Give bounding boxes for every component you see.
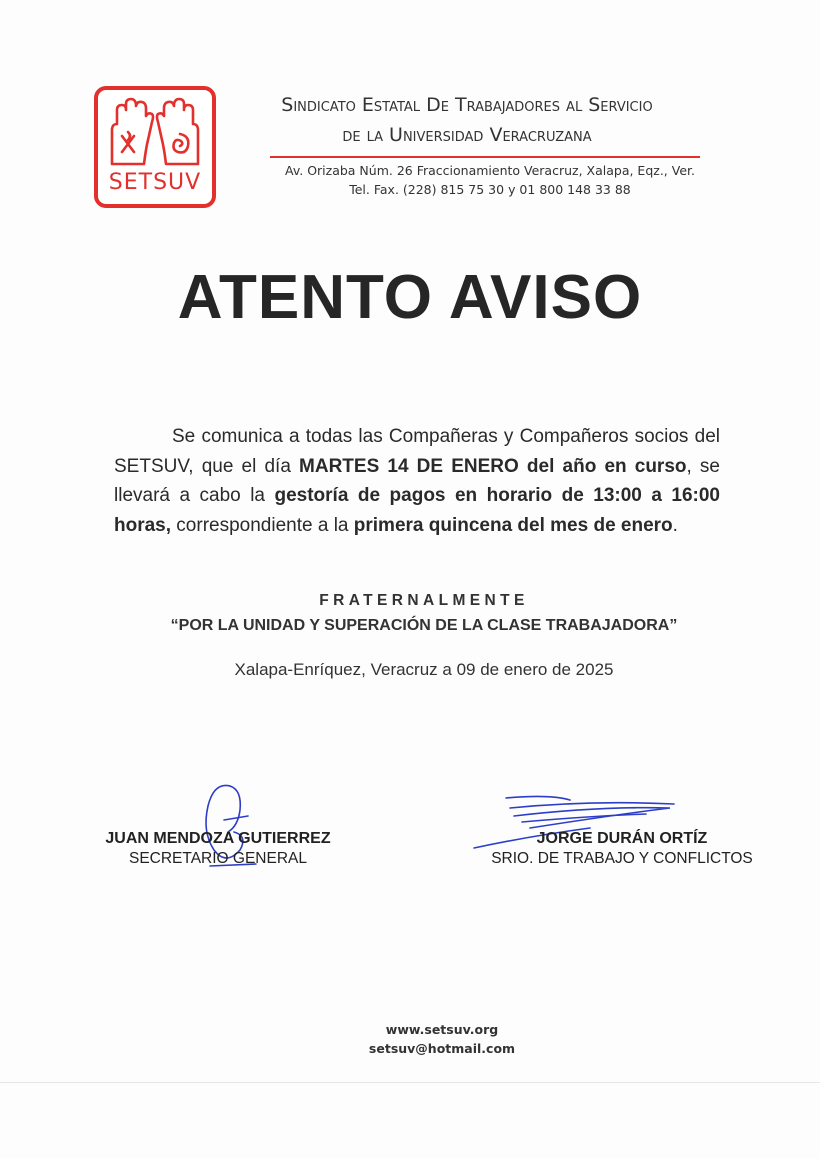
raised-hands-icon [104, 96, 206, 168]
body-date: MARTES 14 DE ENERO del año en curso [299, 455, 687, 477]
signatory-role: SECRETARIO GENERAL [128, 850, 307, 867]
signatory-name: JORGE DURÁN ORTÍZ [536, 830, 708, 847]
organization-contact [260, 161, 720, 199]
notice-body [114, 422, 720, 540]
notice-title: ATENTO AVISO [177, 263, 643, 332]
body-text-4: . [672, 514, 678, 536]
place-and-date: Xalapa-Enríquez, Veracruz a 09 de enero de 2025 [234, 660, 614, 679]
organization-name-line2: de la Universidad Veracruzana [342, 124, 592, 146]
closing-salutation: FRATERNALMENTE [319, 592, 529, 609]
body-schedule: gestoría de pagos en horario de 13:00 a 16:00 horas, [114, 485, 720, 536]
body-text-2: , se llevará a cabo la [114, 455, 720, 506]
setsuv-logo [94, 86, 216, 208]
logo-text: SETSUV [108, 170, 202, 195]
footer-website: www.setsuv.org [385, 1022, 499, 1037]
header-divider [270, 156, 700, 158]
organization-name-line1: Sindicato Estatal De Trabajadores al Servicio [281, 94, 653, 116]
signatory-role: SRIO. DE TRABAJO Y CONFLICTOS [491, 850, 753, 867]
body-period: primera quincena del mes de enero [353, 514, 673, 536]
organization-name [232, 90, 702, 150]
organization-phone: Tel. Fax. (228) 815 75 30 y 01 800 148 33 88 [349, 182, 631, 197]
signature-block-labor-secretary [470, 830, 774, 868]
footer-email: setsuv@hotmail.com [368, 1041, 516, 1056]
body-text-3: correspondiente a la [171, 514, 354, 536]
notice-paragraph [114, 422, 720, 540]
signatory-name: JUAN MENDOZA GUTIERREZ [105, 830, 331, 847]
signature-block-secretary-general [70, 830, 366, 868]
organization-address: Av. Orizaba Núm. 26 Fraccionamiento Veracruz, Xalapa, Eqz., Ver. [285, 163, 695, 178]
footer-contact [0, 1020, 820, 1058]
body-text-1: Se comunica a todas las Compañeras y Compañeros socios del SETSUV, que el día [114, 426, 720, 477]
union-motto: “POR LA UNIDAD Y SUPERACIÓN DE LA CLASE TRABAJADORA” [170, 617, 678, 634]
scan-edge-line [0, 1082, 820, 1083]
